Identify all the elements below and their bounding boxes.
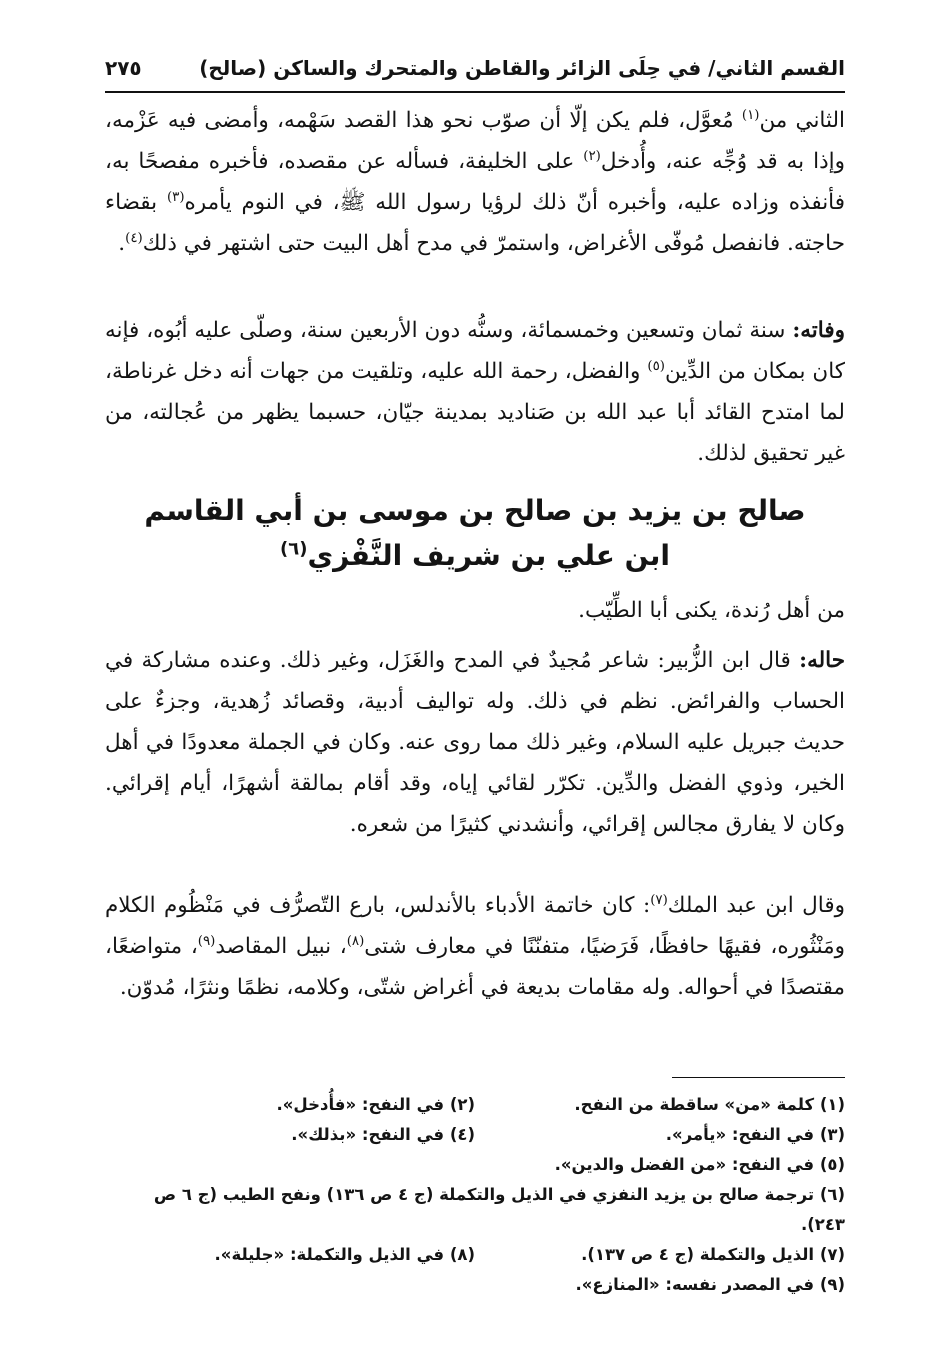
page-number: ٢٧٥ <box>105 56 142 80</box>
footnote-ref-2: (٢) <box>583 148 601 164</box>
section-lead-death: وفاته: <box>792 318 845 343</box>
entry-title-line-2: ابن علي بن شريف النَّفْزي$^{(٦)}$ <box>280 538 670 572</box>
footnote-row <box>105 1240 845 1270</box>
running-title: القسم الثاني/ في حِلَى الزائر والقاطن والمتحرك والساكن (صالح) <box>199 56 845 80</box>
paragraph-origin: من أهل رُندة، يكنى أبا الطِّيّب. <box>578 598 845 623</box>
entry-title-line-1: صالح بن يزيد بن صالح بن موسى بن أبي القاسم <box>144 494 806 527</box>
footnote-row <box>105 1150 845 1180</box>
footnote-ref-6: (٦) <box>280 538 308 560</box>
footnote-3: (٣) في النفح: «يأمر». <box>665 1125 845 1144</box>
footnote-ref-9: (٩) <box>197 933 216 949</box>
footnote-6: (٦) ترجمة صالح بن يزيد النفزي في الذيل والتكملة (ج ٤ ص ١٣٦) ونفح الطيب (ج ٦ ص ٢٤٣). <box>153 1185 845 1234</box>
footnote-ref-3: (٣) <box>166 189 185 205</box>
paragraph-1: الثاني من$^{(١)}$ مُعوَّل، فلم يكن إلّا أن صوّب نحو هذا القصد سَهْمه، وأمضى فيه عَزْمه، وإذا به قد وُجِّه عنه، وأُدخل$^{(٢)}$ على الخليفة، فسأله عن مقصده، فأخبره مفصحًا به، فأنفذه وزاده عليه، وأخبره أنّ ذلك لرؤيا رسول الله ﷺ، في النوم يأمره$^{(٣)}$ بقضاء حاجته. فانفصل مُوفّى الأغراض، واستمرّ في مدح أهل البيت حتى اشتهر في ذلك$^{(٤)}$. <box>105 107 846 256</box>
footnote-5: (٥) في النفح: «من الفضل والدين». <box>554 1155 845 1174</box>
footnote-1: (١) كلمة «من» ساقطة من النفح. <box>574 1095 845 1114</box>
footnote-7: (٧) الذيل والتكملة (ج ٤ ص ١٣٧). <box>581 1245 845 1264</box>
entry-title <box>105 488 845 578</box>
paragraph-death: وفاته: سنة ثمان وتسعين وخمسمائة، وسنُّه دون الأربعين سنة، وصلّى عليه أبُوه، فإنه كان بمكان من الدِّين$^{(٥)}$ والفضل، رحمة الله عليه، وتلقيت من جهات أنه دخل غرناطة، لما امتدح القائد أبا عبد الله بن صَناديد بمدينة جيّان، حسبما يظهر من عُجالته، من غير تحقيق لذلك. <box>105 318 845 466</box>
footnotes <box>105 1090 845 1300</box>
footnote-ref-7: (٧) <box>650 892 668 908</box>
footnote-row <box>105 1180 845 1240</box>
footnote-ref-5: (٥) <box>647 358 665 374</box>
footnote-row <box>105 1120 845 1150</box>
page-header <box>105 48 845 88</box>
footnote-ref-4: (٤) <box>125 230 143 246</box>
section-lead-condition: حاله: <box>799 648 845 673</box>
footnote-8: (٨) في الذيل والتكملة: «جليلة». <box>214 1245 475 1264</box>
footnote-separator <box>672 1077 845 1078</box>
footnote-ref-1: (١) <box>741 107 760 123</box>
footnote-row <box>105 1270 845 1300</box>
footnote-4: (٤) في النفح: «بذلك». <box>291 1125 475 1144</box>
footnote-9: (٩) في المصدر نفسه: «المنازع». <box>575 1275 845 1294</box>
footnote-row <box>105 1090 845 1120</box>
header-rule <box>105 91 845 93</box>
paragraph-ibn-abd-almalik: وقال ابن عبد الملك$^{(٧)}$: كان خاتمة الأدباء بالأندلس، بارع التّصرُّف في مَنْظُوم الكلام ومَنْثُوره، فقيهًا حافظًا، فَرَضيًا، متفنّنًا في معارف شتى$^{(٨)}$، نبيل المقاصد$^{(٩)}$، متواضعًا، مقتصدًا في أحواله. وله مقامات بديعة في أغراض شتّى، وكلامه، نظمًا ونثرًا، مُدوّن. <box>105 892 845 1000</box>
footnote-2: (٢) في النفح: «فأُدخل». <box>276 1095 475 1114</box>
footnote-ref-8: (٨) <box>346 933 365 949</box>
paragraph-condition: حاله: قال ابن الزُّبير: شاعر مُجيدٌ في المدح والغَزَل، وغير ذلك. وعنده مشاركة في الحساب والفرائض. نظم في ذلك. وله تواليف أدبية، وقصائد زُهدية، وجزءٌ على حديث جبريل عليه السلام، وغير ذلك مما روى عنه. وكان في الجملة معدودًا في أهل الخير، وذوي الفضل والدِّين. تكرّر لقائي إياه، وقد أقام بمالقة أشهرًا، أيام إقرائي. وكان لا يفارق مجالس إقرائي، وأنشدني كثيرًا من شعره. <box>105 648 845 837</box>
